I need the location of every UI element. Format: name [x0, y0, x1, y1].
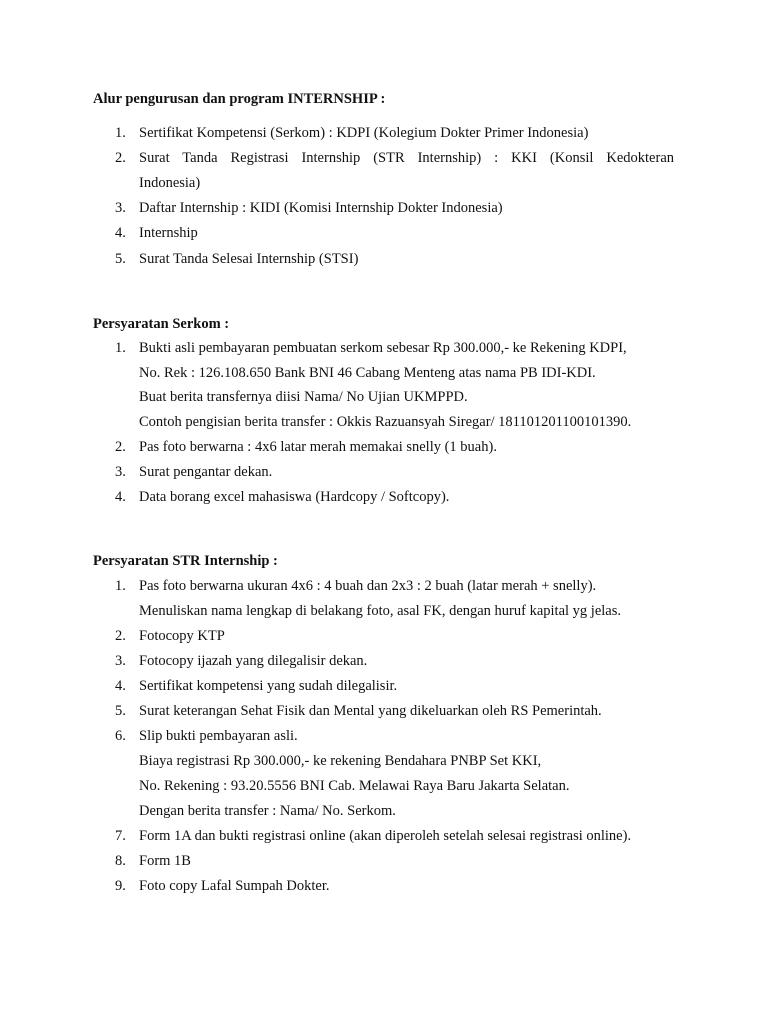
list-number: 3. [115, 464, 126, 480]
section-title-str: Persyaratan STR Internship : [93, 553, 278, 569]
list-item-text: Data borang excel mahasiswa (Hardcopy / Softcopy). [139, 489, 450, 505]
list-item-text: Sertifikat Kompetensi (Serkom) : KDPI (Kolegium Dokter Primer Indonesia) [139, 125, 589, 141]
list-item-text: Menuliskan nama lengkap di belakang foto, asal FK, dengan huruf kapital yg jelas. [139, 603, 621, 619]
section-title-alur: Alur pengurusan dan program INTERNSHIP : [93, 91, 386, 107]
list-item-text: No. Rekening : 93.20.5556 BNI Cab. Melawai Raya Baru Jakarta Selatan. [139, 778, 570, 794]
list-item-text: No. Rek : 126.108.650 Bank BNI 46 Cabang Menteng atas nama PB IDI-KDI. [139, 365, 596, 381]
list-item-text: Surat keterangan Sehat Fisik dan Mental yang dikeluarkan oleh RS Pemerintah. [139, 703, 602, 719]
list-item-text: Sertifikat kompetensi yang sudah dilegalisir. [139, 678, 398, 694]
list-item-text: Buat berita transfernya diisi Nama/ No Ujian UKMPPD. [139, 389, 468, 405]
section-title-serkom: Persyaratan Serkom : [93, 316, 230, 332]
list-number: 4. [115, 489, 126, 505]
list-number: 8. [115, 853, 126, 869]
list-item-text: Bukti asli pembayaran pembuatan serkom sebesar Rp 300.000,- ke Rekening KDPI, [139, 340, 627, 356]
list-number: 1. [115, 578, 126, 594]
list-number: 2. [115, 439, 126, 455]
list-number: 3. [115, 200, 126, 216]
list-number: 6. [115, 728, 126, 744]
list-number: 7. [115, 828, 126, 844]
list-item-text: Surat Tanda Selesai Internship (STSI) [139, 251, 359, 267]
list-number: 3. [115, 653, 126, 669]
list-number: 1. [115, 340, 126, 356]
list-item-text: Pas foto berwarna ukuran 4x6 : 4 buah dan 2x3 : 2 buah (latar merah + snelly). [139, 578, 597, 594]
list-item-text: Form 1A dan bukti registrasi online (akan diperoleh setelah selesai registrasi online). [139, 828, 632, 844]
list-item-text: Fotocopy KTP [139, 628, 225, 644]
list-item-text: Slip bukti pembayaran asli. [139, 728, 298, 744]
list-number: 4. [115, 678, 126, 694]
list-item-text: Contoh pengisian berita transfer : Okkis Razuansyah Siregar/ 181101201100101390. [139, 414, 632, 430]
list-item-text: Indonesia) [139, 175, 201, 191]
list-item-text: Surat Tanda Registrasi Internship (STR Internship) : KKI (Konsil Kedokteran [139, 150, 674, 166]
list-item-text: Surat pengantar dekan. [139, 464, 273, 480]
list-number: 2. [115, 628, 126, 644]
list-number: 1. [115, 125, 126, 141]
list-number: 5. [115, 251, 126, 267]
list-number: 4. [115, 225, 126, 241]
list-number: 5. [115, 703, 126, 719]
list-item-text: Foto copy Lafal Sumpah Dokter. [139, 878, 330, 894]
list-item-text: Internship [139, 225, 198, 241]
list-item-text: Fotocopy ijazah yang dilegalisir dekan. [139, 653, 368, 669]
list-item-text: Dengan berita transfer : Nama/ No. Serkom. [139, 803, 396, 819]
list-number: 2. [115, 150, 126, 166]
list-item-text: Form 1B [139, 853, 191, 869]
list-number: 9. [115, 878, 126, 894]
list-item-text: Daftar Internship : KIDI (Komisi Internship Dokter Indonesia) [139, 200, 503, 216]
list-item-text: Biaya registrasi Rp 300.000,- ke rekening Bendahara PNBP Set KKI, [139, 753, 542, 769]
list-item-text: Pas foto berwarna : 4x6 latar merah memakai snelly (1 buah). [139, 439, 497, 455]
